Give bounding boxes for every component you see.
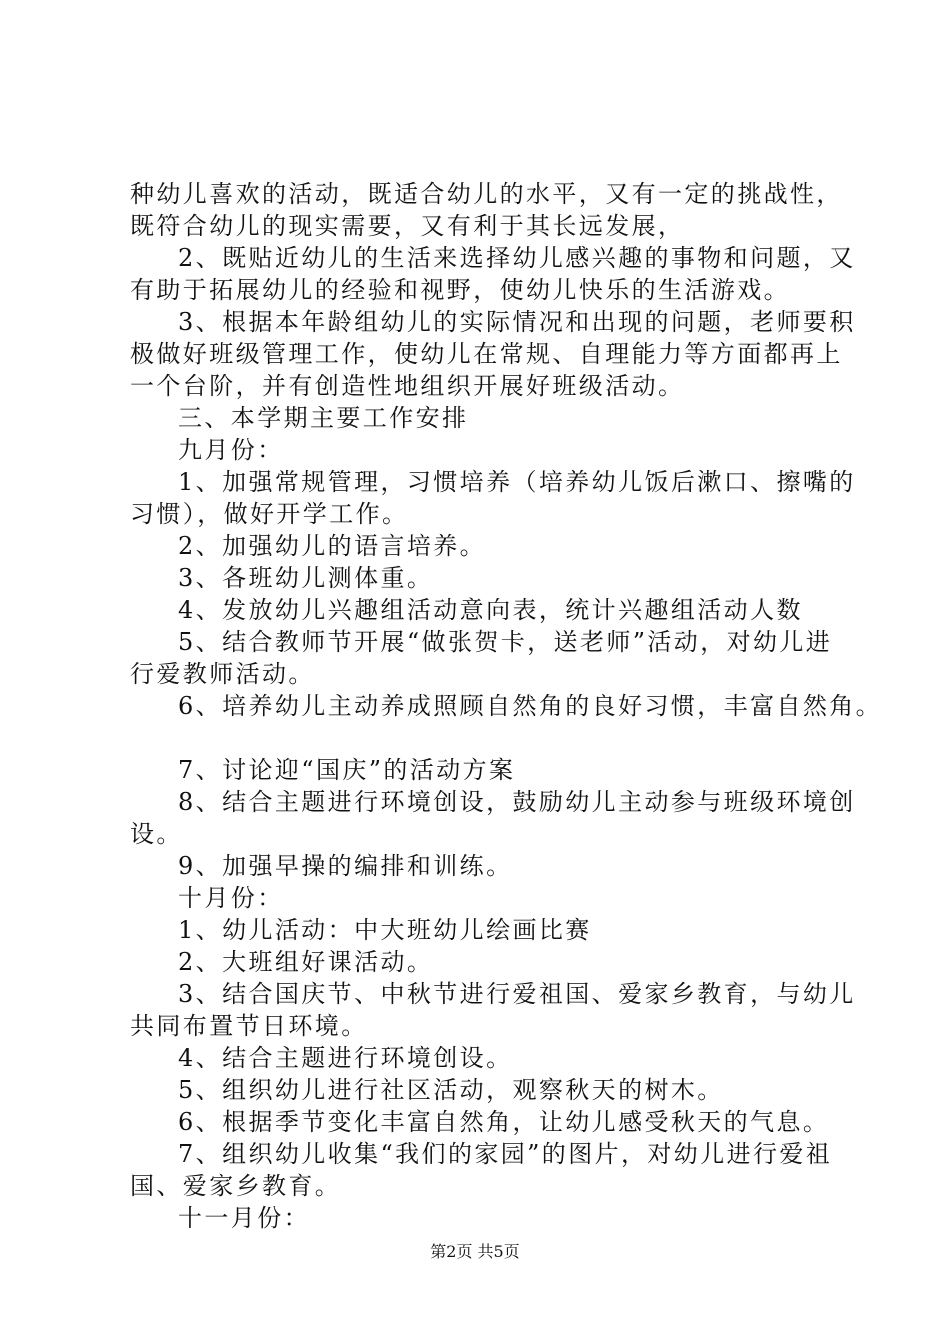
text-line: 5、结合教师节开展“做张贺卡，送老师”活动，对幼儿进	[178, 628, 833, 656]
section-heading: 三、本学期主要工作安排	[178, 404, 469, 432]
text-line: 2、大班组好课活动。	[178, 948, 434, 976]
text-line: 3、各班幼儿测体重。	[178, 564, 434, 592]
text-line: 2、加强幼儿的语言培养。	[178, 532, 487, 560]
text-line: 1、幼儿活动：中大班幼儿绘画比赛	[178, 916, 592, 944]
text-line: 行爱教师活动。	[130, 660, 315, 688]
text-line: 4、结合主题进行环境创设。	[178, 1044, 513, 1072]
text-line: 国、爱家乡教育。	[130, 1172, 342, 1200]
text-line: 4、发放幼儿兴趣组活动意向表，统计兴趣组活动人数	[178, 596, 803, 624]
text-line: 1、加强常规管理，习惯培养（培养幼儿饭后漱口、擦嘴的	[178, 468, 856, 496]
text-line: 既符合幼儿的现实需要，又有利于其长远发展，	[130, 212, 685, 240]
month-heading: 十一月份：	[178, 1204, 310, 1232]
text-line: 共同布置节日环境。	[130, 1012, 368, 1040]
page-footer: 第2页 共5页	[430, 1242, 520, 1261]
text-line: 设。	[130, 820, 183, 848]
text-line: 5、组织幼儿进行社区活动，观察秋天的树木。	[178, 1076, 724, 1104]
blank-line	[130, 722, 842, 754]
text-line: 3、根据本年龄组幼儿的实际情况和出现的问题，老师要积	[178, 308, 856, 336]
text-line: 极做好班级管理工作，使幼儿在常规、自理能力等方面都再上	[130, 340, 843, 368]
text-line: 6、根据季节变化丰富自然角，让幼儿感受秋天的气息。	[178, 1108, 830, 1136]
text-line: 种幼儿喜欢的活动，既适合幼儿的水平，又有一定的挑战性，	[130, 180, 843, 208]
month-heading: 十月份：	[178, 884, 284, 912]
text-line: 习惯），做好开学工作。	[130, 500, 409, 528]
text-line: 3、结合国庆节、中秋节进行爱祖国、爱家乡教育，与幼儿	[178, 980, 856, 1008]
text-line: 2、既贴近幼儿的生活来选择幼儿感兴趣的事物和问题，又	[178, 244, 856, 272]
document-body	[130, 178, 883, 1234]
text-line: 有助于拓展幼儿的经验和视野，使幼儿快乐的生活游戏。	[130, 276, 790, 304]
text-line: 7、讨论迎“国庆”的活动方案	[178, 756, 516, 784]
text-line: 7、组织幼儿收集“我们的家园”的图片，对幼儿进行爱祖	[178, 1140, 833, 1168]
text-line: 6、培养幼儿主动养成照顾自然角的良好习惯，丰富自然角。	[178, 692, 883, 720]
text-line: 一个台阶，并有创造性地组织开展好班级活动。	[130, 372, 685, 400]
text-line: 8、结合主题进行环境创设，鼓励幼儿主动参与班级环境创	[178, 788, 856, 816]
text-line: 9、加强早操的编排和训练。	[178, 852, 513, 880]
month-heading: 九月份：	[178, 436, 284, 464]
